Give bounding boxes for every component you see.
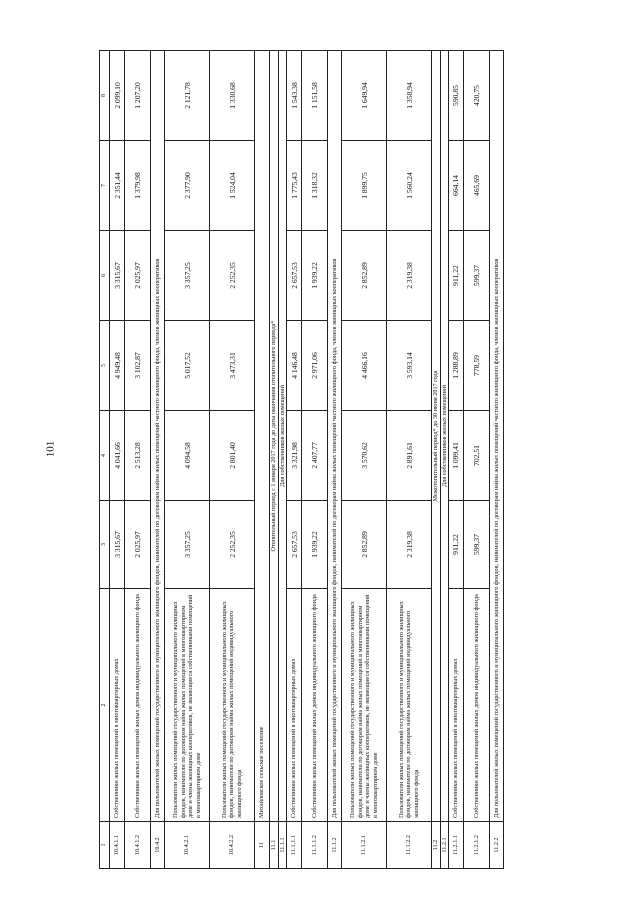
tariff-table: [99, 50, 504, 869]
value-cell: 465,69: [463, 141, 489, 231]
value-cell: 2 377,90: [165, 141, 210, 231]
value-cell: 1 318,32: [302, 141, 328, 231]
table-row: [110, 51, 125, 869]
page-number: 101: [44, 440, 57, 458]
header-cell: 1: [100, 822, 110, 869]
row-code: 11.1.2.1: [342, 822, 387, 869]
value-cell: 2 319,38: [387, 501, 432, 589]
value-cell: 1 649,94: [342, 51, 387, 141]
value-cell: 4 094,58: [165, 411, 210, 501]
value-cell: 4 041,66: [110, 411, 125, 501]
value-cell: 1 524,04: [210, 141, 255, 231]
table-row: [440, 51, 448, 869]
table-row: [270, 51, 278, 869]
row-description: Собственники жилых помещений жилых домов индивидуального жилищного фонда: [463, 589, 489, 822]
row-code: 10.4.2.2: [210, 822, 255, 869]
group-heading: Для пользователей жилых помещений государственного и муниципального жилищного фондов, нанимателей по договорам найма жилых помещений частного жилищного фонда, членов жилищных кооперативов: [489, 51, 503, 822]
period-heading: Межотопительный период* до 30 июня 2017 года: [432, 51, 440, 822]
value-cell: 2 891,61: [387, 411, 432, 501]
row-code: 11.1: [270, 822, 278, 869]
value-cell: 2 852,89: [342, 501, 387, 589]
value-cell: 420,75: [463, 51, 489, 141]
row-code: 11.1.2: [328, 822, 342, 869]
row-code: 11.2.2: [489, 822, 503, 869]
header-cell: 3: [100, 501, 110, 589]
row-code: 10.4.2.1: [165, 822, 210, 869]
value-cell: 2 319,38: [387, 231, 432, 321]
value-cell: 911,22: [448, 501, 463, 589]
row-code: 11.1.2.2: [387, 822, 432, 869]
header-cell: 4: [100, 411, 110, 501]
table-row: [151, 51, 165, 869]
header-cell: 2: [100, 589, 110, 822]
value-cell: 599,37: [463, 231, 489, 321]
table-row: [448, 51, 463, 869]
group-heading: Для пользователей жилых помещений государственного и муниципального жилищного фондов, нанимателей по договорам найма жилых помещений частного жилищного фонда, членов жилищных кооперативов: [151, 51, 165, 822]
value-cell: 911,22: [448, 231, 463, 321]
value-cell: 3 473,31: [210, 321, 255, 411]
table-row: [278, 51, 286, 869]
value-cell: 3 315,67: [110, 231, 125, 321]
value-cell: 1 207,20: [125, 51, 151, 141]
period-heading: Для собственников жилых помещений: [440, 51, 448, 822]
row-code: 11.2.1.2: [463, 822, 489, 869]
table-row: [432, 51, 440, 869]
value-cell: 2 121,78: [165, 51, 210, 141]
value-cell: 3 315,67: [110, 501, 125, 589]
value-cell: 5 017,52: [165, 321, 210, 411]
row-description: Пользователи жилых помещений государственного и муниципального жилищных фондов, наниматели по договорам найма жилых помещений индивидуального жилищного фонда: [387, 589, 432, 822]
value-cell: 2 971,06: [302, 321, 328, 411]
table-row: [125, 51, 151, 869]
row-code: 11.1.1.1: [287, 822, 302, 869]
value-cell: 2 801,40: [210, 411, 255, 501]
value-cell: 664,14: [448, 141, 463, 231]
value-cell: 2 513,28: [125, 411, 151, 501]
table-row: [328, 51, 342, 869]
value-cell: 778,59: [463, 321, 489, 411]
value-cell: 1 939,22: [302, 501, 328, 589]
header-cell: 5: [100, 321, 110, 411]
row-description: Собственники жилых помещений жилых домов индивидуального жилищного фонда: [125, 589, 151, 822]
row-description: Пользователи жилых помещений государственного и муниципального жилищных фондов, наниматели по договорам найма жилых помещений в многоквартирном доме и члены жилищных кооперативов, не являющиеся собственниками помещений в многоквартирном доме: [165, 589, 210, 822]
header-cell: 6: [100, 231, 110, 321]
row-code: 11.1.1: [278, 822, 286, 869]
value-cell: 1 099,41: [448, 411, 463, 501]
table-row: [302, 51, 328, 869]
value-cell: 2 407,77: [302, 411, 328, 501]
value-cell: 2 657,53: [287, 501, 302, 589]
value-cell: 1 939,22: [302, 231, 328, 321]
value-cell: 590,85: [448, 51, 463, 141]
table-row: [165, 51, 210, 869]
group-heading: Для пользователей жилых помещений государственного и муниципального жилищного фондов, нанимателей по договорам найма жилых помещений частного жилищного фонда, членов жилищных кооперативов: [328, 51, 342, 822]
table-body: [100, 51, 504, 869]
period-heading: Отопительный период с 1 января 2017 года до даты окончания отопительного периода*: [270, 51, 278, 822]
header-row: [100, 51, 110, 869]
table-row: [387, 51, 432, 869]
header-cell: 7: [100, 141, 110, 231]
rotated-table-container: [99, 51, 561, 869]
table-row: [287, 51, 302, 869]
value-cell: 3 593,14: [387, 321, 432, 411]
value-cell: 1 899,75: [342, 141, 387, 231]
value-cell: 2 025,97: [125, 231, 151, 321]
value-cell: 1 543,38: [287, 51, 302, 141]
value-cell: 2 852,89: [342, 231, 387, 321]
row-description: Пользователи жилых помещений государственного и муниципального жилищных фондов, наниматели по договорам найма жилых помещений индивидуального жилищного фонда: [210, 589, 255, 822]
table-row: [210, 51, 255, 869]
value-cell: 3 357,25: [165, 231, 210, 321]
value-cell: 3 102,87: [125, 321, 151, 411]
row-code: 10.4.1.1: [110, 822, 125, 869]
value-cell: 1 379,98: [125, 141, 151, 231]
value-cell: 1 358,94: [387, 51, 432, 141]
row-code: 10.4.1.2: [125, 822, 151, 869]
value-cell: 702,51: [463, 411, 489, 501]
value-cell: 1 151,58: [302, 51, 328, 141]
row-code: 11.2: [432, 822, 440, 869]
row-description: Собственники жилых помещений в многоквартирных домах: [287, 589, 302, 822]
value-cell: 2 099,10: [110, 51, 125, 141]
table-row: [463, 51, 489, 869]
value-cell: 1 288,89: [448, 321, 463, 411]
value-cell: 2 025,97: [125, 501, 151, 589]
row-description: Собственники жилых помещений в многоквартирных домах: [448, 589, 463, 822]
row-code: 10.4.2: [151, 822, 165, 869]
row-description: Собственники жилых помещений в многоквартирных домах: [110, 589, 125, 822]
row-code: 11.2.1: [440, 822, 448, 869]
value-cell: 3 357,25: [165, 501, 210, 589]
row-code: 11.1.1.2: [302, 822, 328, 869]
value-cell: 2 252,35: [210, 231, 255, 321]
table-row: [255, 51, 270, 869]
value-cell: 4 146,48: [287, 321, 302, 411]
value-cell: 2 351,44: [110, 141, 125, 231]
table-row: [489, 51, 503, 869]
header-cell: 8: [100, 51, 110, 141]
value-cell: 1 330,68: [210, 51, 255, 141]
table-row: [342, 51, 387, 869]
row-code: 11.2.1.1: [448, 822, 463, 869]
value-cell: 3 321,98: [287, 411, 302, 501]
period-heading: Для собственников жилых помещений: [278, 51, 286, 822]
value-cell: 2 657,53: [287, 231, 302, 321]
value-cell: 1 775,43: [287, 141, 302, 231]
section-title: Михайловское сельское поселение: [255, 51, 270, 822]
value-cell: 1 560,24: [387, 141, 432, 231]
row-description: Собственники жилых помещений жилых домов индивидуального жилищного фонда: [302, 589, 328, 822]
row-description: Пользователи жилых помещений государственного и муниципального жилищных фондов, наниматели по договорам найма жилых помещений в многоквартирном доме и члены жилищных кооперативов, не являющиеся собственниками помещений в многоквартирном доме: [342, 589, 387, 822]
value-cell: 4 949,48: [110, 321, 125, 411]
value-cell: 2 252,35: [210, 501, 255, 589]
value-cell: 4 466,16: [342, 321, 387, 411]
value-cell: 599,37: [463, 501, 489, 589]
value-cell: 3 570,62: [342, 411, 387, 501]
row-code: 11: [255, 822, 270, 869]
